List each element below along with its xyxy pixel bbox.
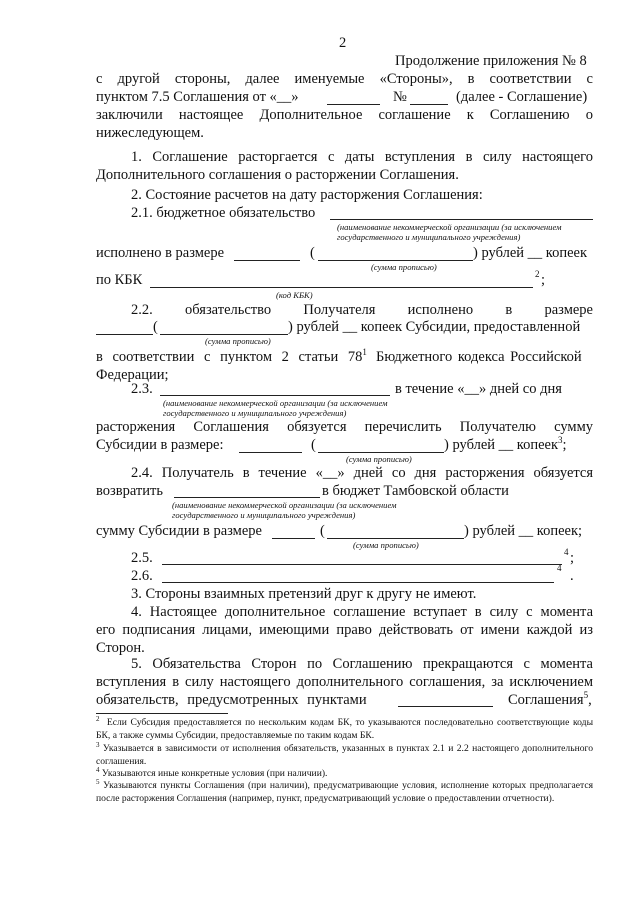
refund-amount-blank[interactable] <box>272 538 315 539</box>
clause-4-line-1: 4. Настоящее дополнительное соглашение вступает в силу с момента <box>131 604 593 620</box>
clause-3: 3. Стороны взаимных претензий друг к другу не имеют. <box>131 586 477 602</box>
executed-amount-words-blank[interactable] <box>318 260 473 261</box>
organization-name-blank-1[interactable] <box>330 219 593 220</box>
clause-2-3-label: 2.3. <box>131 381 153 397</box>
organization-hint-1b: государственного и муниципального учреждения) <box>337 232 521 242</box>
clause-2-4-line-2b: в бюджет Тамбовской области <box>322 483 509 499</box>
clause-2-3-line-3a: Субсидии в размере: <box>96 437 224 453</box>
kbk-hint: (код КБК) <box>276 290 313 300</box>
agreement-date-blank[interactable] <box>327 104 380 105</box>
return-amount-words-blank[interactable] <box>318 452 444 453</box>
clause-2-2-budget-ref: в соответствии с пунктом 2 статьи 78 <box>96 349 363 365</box>
organization-hint-3a: (наименование некоммерческой организации (за исключением <box>172 500 397 510</box>
executed-amount-blank[interactable] <box>234 260 300 261</box>
clause-1-line-2: Дополнительного соглашения о расторжении Соглашения. <box>96 167 459 183</box>
clause-5-line-3a: обязательств, предусмотренных пунктами <box>96 692 367 708</box>
clause-5-end: , <box>588 692 592 708</box>
clause-2-4-line-3c: ) рублей __ копеек; <box>464 523 583 539</box>
clause-4-line-3: Сторон. <box>96 640 145 656</box>
refund-open-paren: ( <box>320 523 325 539</box>
intro-line-3: заключили настоящее Дополнительное соглашение к Соглашению о <box>96 107 593 123</box>
return-amount-blank[interactable] <box>239 452 302 453</box>
organization-hint-2b: государственного и муниципального учреждения) <box>163 408 347 418</box>
recipient-amount-blank[interactable] <box>96 334 153 335</box>
clause-2-2-line-3b: Бюджетного кодекса Российской <box>376 349 582 365</box>
refund-amount-words-blank[interactable] <box>327 538 464 539</box>
footnote-3 <box>96 740 593 768</box>
clause-2-title: 2. Состояние расчетов на дату расторжения Соглашения: <box>131 187 483 203</box>
executed-open-paren: ( <box>310 245 315 261</box>
appendix-header: Продолжение приложения № 8 <box>395 53 587 69</box>
clause-2-1-label: 2.1. бюджетное обязательство <box>131 205 316 221</box>
intro-line-1: с другой стороны, далее именуемые «Стороны», в соответствии с <box>96 71 593 87</box>
footnote-4-mark: 4 <box>96 765 100 774</box>
footnote-2 <box>96 714 594 742</box>
clause-2-4-line-1: 2.4. Получатель в течение «__» дней со дня расторжения обязуется <box>131 465 593 481</box>
clause-5-agreement-word: Соглашения <box>508 692 584 708</box>
recipient-open-paren: ( <box>153 319 158 335</box>
clause-5-points-blank[interactable] <box>398 706 493 707</box>
executed-amount-label: исполнено в размере <box>96 245 225 261</box>
intro-line-2a: пунктом 7.5 Соглашения от «__» <box>96 89 299 105</box>
kbk-label: по КБК <box>96 272 143 288</box>
footnote-5-mark: 5 <box>96 777 100 786</box>
recipient-amount-words-blank[interactable] <box>160 334 288 335</box>
clause-5-line-2: вступления в силу настоящего дополнительного соглашения, за исключением <box>96 674 593 690</box>
clause-2-5-end: ; <box>570 550 575 566</box>
clause-2-2-line-1: 2.2. обязательство Получателя исполнено в размере <box>131 302 593 318</box>
footnote-3-mark: 3 <box>96 740 100 749</box>
article-78-1-sup: 1 <box>362 347 367 358</box>
recipient-amount-hint: (сумма прописью) <box>205 336 271 346</box>
clause-2-6-end: . <box>570 568 574 584</box>
clause-2-6-blank[interactable] <box>162 582 554 583</box>
agreement-number-blank[interactable] <box>410 104 448 105</box>
executed-amount-hint: (сумма прописью) <box>371 262 437 272</box>
clause-2-2-line-2-tail: ) рублей __ копеек Субсидии, предоставленной <box>288 319 581 335</box>
footnote-4-text: Указываются иные конкретные условия (при наличии). <box>101 768 328 779</box>
return-amount-hint: (сумма прописью) <box>346 454 412 464</box>
footnote-5 <box>96 777 593 805</box>
footnote-3-text: Указывается в зависимости от исполнения обязательств, указанных в пунктах 2.1 и 2.2 настоящего дополнительного соглашения. <box>96 743 593 767</box>
page-number: 2 <box>339 35 347 51</box>
organization-hint-1a: (наименование некоммерческой организации (за исключением <box>337 222 562 232</box>
clause-2-6-label: 2.6. <box>131 568 153 584</box>
footnote-5-text: Указываются пункты Соглашения (при наличии), предусматривающие условия, исполнение которых предполагается после расторжения Соглашения (например, пункт, предусматривающий условие о предоставлении отчетности). <box>96 780 593 804</box>
footnote-2-mark: 2 <box>96 714 100 723</box>
clause-2-3-line-3c <box>444 437 567 454</box>
organization-name-blank-3[interactable] <box>174 497 320 498</box>
clause-2-3-end: ; <box>562 437 567 453</box>
footnote-2-text: Если Субсидия предоставляется по нескольким кодам БК, то указываются последовательно соответствующие коды БК, а также суммы Субсидии, предоставляемые по таким кодам БК. <box>96 717 594 741</box>
clause-5-line-3b <box>508 692 592 709</box>
clause-2-4-line-3a: сумму Субсидии в размере <box>96 523 262 539</box>
clause-2-3-footnote-mark: 3 <box>558 435 563 446</box>
organization-name-blank-2[interactable] <box>160 395 390 396</box>
refund-amount-hint: (сумма прописью) <box>353 540 419 550</box>
clause-2-4-line-2a: возвратить <box>96 483 163 499</box>
clause-2-5-label: 2.5. <box>131 550 153 566</box>
clause-2-3-line-2: расторжения Соглашения обязуется перечислить Получателю сумму <box>96 419 593 435</box>
clause-2-2-line-3a <box>96 349 367 366</box>
intro-line-2b: № <box>393 89 407 105</box>
kbk-end: ; <box>541 272 546 288</box>
organization-hint-3b: государственного и муниципального учреждения) <box>172 510 356 520</box>
intro-line-4: нижеследующем. <box>96 125 204 141</box>
executed-rubles-kopecks: ) рублей __ копеек <box>473 245 588 261</box>
kbk-code-blank[interactable] <box>150 287 533 288</box>
footnote-4 <box>96 765 593 781</box>
clause-2-2-line-4: Федерации; <box>96 367 169 383</box>
clause-2-5-blank[interactable] <box>162 564 562 565</box>
intro-line-2c: (далее - Соглашение) <box>456 89 588 105</box>
footnote-separator <box>96 713 228 714</box>
clause-1-line-1: 1. Соглашение расторгается с даты вступления в силу настоящего <box>131 149 593 165</box>
clause-2-3-tail: в течение «__» дней со дня <box>395 381 562 397</box>
organization-hint-2a: (наименование некоммерческой организации (за исключением <box>163 398 388 408</box>
clause-4-line-2: его подписания лицами, имеющими право действовать от имени каждой из <box>96 622 593 638</box>
return-open-paren: ( <box>311 437 316 453</box>
return-rubles-kopecks: ) рублей __ копеек <box>444 437 559 453</box>
clause-5-line-1: 5. Обязательства Сторон по Соглашению прекращаются с момента <box>131 656 593 672</box>
document-page: 2 Продолжение приложения № 8 с другой стороны, далее именуемые «Стороны», в соответствии с пунктом 7.5 Соглашения от «__» № (далее - Соглашение) заключили настоящее Дополнительное соглашение к Соглашению о нижеследующем. 1. Соглашение расторгается с даты вступления в силу настоящего Дополнительного соглашения о расторжении Соглашения. 2. Состояние расчетов на дату расторжения Соглашения: 2.1. бюджетное обязательство (наименование некоммерческой организации (за исключением государственного и муниципального учреждения) исполнено в размере ( ) рублей __ копеек (сумма прописью) по КБК 2 ; (код КБК) 2.2. обязательство Получателя исполнено в размере ( ) рублей __ копеек Субсидии, предоставленной (сумма прописью) в соответствии с пунктом 2 статьи $78^1$ Бюджетного кодекса Российской Федерации; 2.3. в течение «__» дней со дня (наименование некоммерческой организации (за исключением государственного и муниципального учреждения) расторжения Соглашения обязуется перечислить Получателю сумму Субсидии в размере: ( ) рублей __ копеек$^3$; (сумма прописью) 2.4. Получатель в течение «__» дней со дня расторжения обязуется возвратить в бюджет Тамбовской области (наименование некоммерческой организации (за исключением государственного и муниципального учреждения) сумму Субсидии в размере ( ) рублей __ копеек; (сумма прописью) 2.5. 4 ; 2.6. 4 . 3. Стороны взаимных претензий друг к другу не имеют. 4. Настоящее дополнительное соглашение вступает в силу с момента его подписания лицами, имеющими право действовать от имени каждой из Сторон. 5. Обязательства Сторон по Соглашению прекращаются с момента вступления в силу настоящего дополнительного соглашения, за исключением обязательств, предусмотренных пунктами Соглашения$^5$, $^2$ Если Субсидия предоставляется по нескольким кодам БК, то указываются последовательно соответствующие коды БК, а также суммы Субсидии, предоставляемые по таким кодам БК. $^3$ Указывается в зависимости от исполнения обязательств, указанных в пунктах 2.1 и 2.2 настоящего дополнительного соглашения. $^4$ Указываются иные конкретные условия (при наличии). $^5$ Указываются пункты Соглашения (при наличии), предусматривающие условия, исполнение которых предполагается после расторжения Соглашения (например, пункт, предусматривающий условие о предоставлении отчетности). <box>96 35 594 804</box>
clause-5-footnote-mark: 5 <box>583 690 589 701</box>
